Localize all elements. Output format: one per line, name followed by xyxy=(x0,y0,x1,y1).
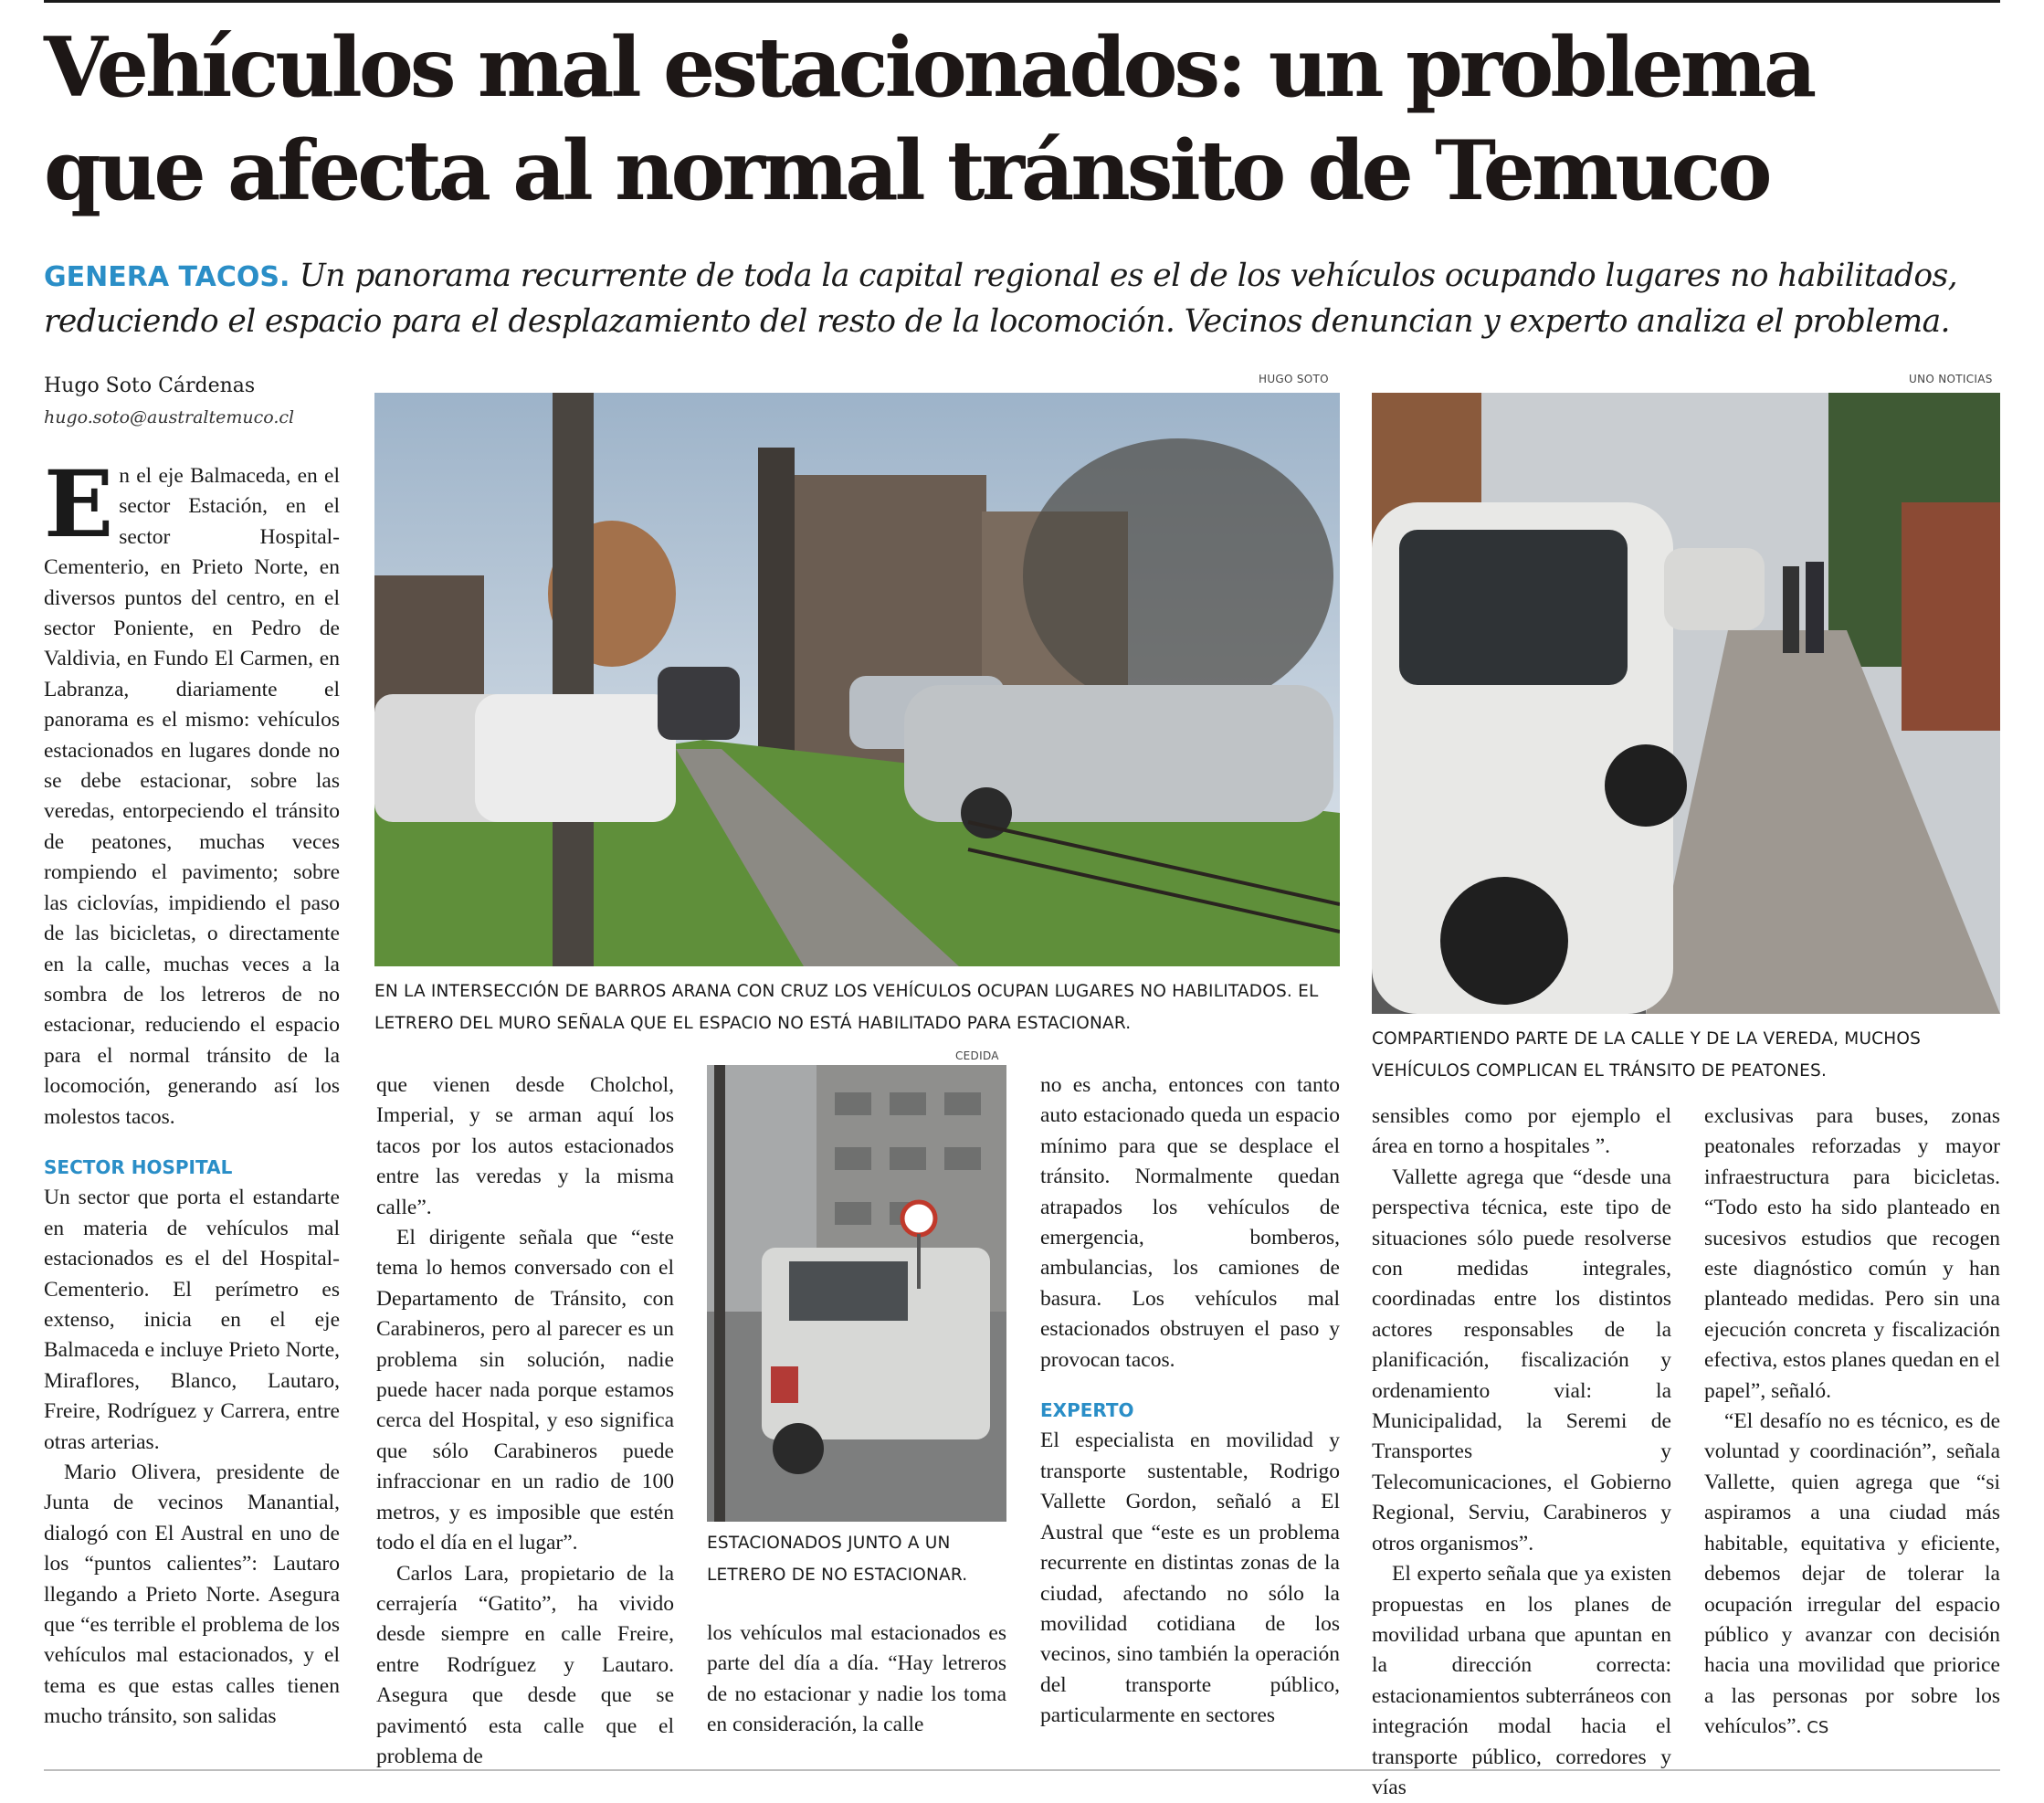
body-column-3 xyxy=(707,1618,1006,1741)
body-column-1 xyxy=(44,450,340,1733)
body-column-6 xyxy=(1704,1102,2000,1744)
top-rule xyxy=(44,0,2000,3)
col2-paragraph-2: El dirigente señala que “este tema lo hemos conversado con el Departamento de Tránsito, con Carabineros, pero al parecer es un problema sin solución, nadie puede hacer nada porque estamos cerca del Hospital, y eso significa que sólo Carabineros puede infraccionar en un radio de 100 metros, y es imposible que estén todo el día en el lugar”. xyxy=(376,1226,674,1555)
main-photo xyxy=(374,393,1340,966)
section-heading-sector-hospital: SECTOR HOSPITAL xyxy=(44,1155,233,1178)
byline-email[interactable]: hugo.soto@australtemuco.cl xyxy=(44,407,295,427)
col6-paragraph-2 xyxy=(1704,1407,2000,1743)
small-photo-illustration xyxy=(707,1065,1006,1522)
bottom-rule xyxy=(44,1769,2000,1771)
right-photo-caption: COMPARTIENDO PARTE DE LA CALLE Y DE LA VEREDA, MUCHOS VEHÍCULOS COMPLICAN EL TRÁNSITO DE PEATONES. xyxy=(1372,1029,1922,1081)
headline-line-1: Vehículos mal estacionados: un problema xyxy=(44,19,1814,116)
main-photo-credit: HUGO SOTO xyxy=(1259,373,1329,385)
subhead-text: Un panorama recurrente de toda la capital regional es el de los vehículos ocupando lugares no habilitados, reduciendo el espacio para el desplazamiento del resto de la locomoción. Vecinos denuncian y experto analiza el problema. xyxy=(44,258,1958,340)
body-column-2 xyxy=(376,1070,674,1772)
col1-paragraph-1 xyxy=(44,450,340,1133)
col5-paragraph-3: El experto señala que ya existen propuestas en los planes de movilidad urbana que apuntan en la dirección correcta: estacionamientos subterráneos con integración modal hacia el transporte público, corredores y vías xyxy=(1372,1562,1671,1799)
dropcap: E xyxy=(44,450,114,558)
main-photo-illustration xyxy=(374,393,1340,966)
body-column-5 xyxy=(1372,1102,1671,1803)
col3-paragraph-1: los vehículos mal estacionados es parte del día a día. “Hay letreros de no estacionar y nadie los toma en consideración, la calle xyxy=(707,1621,1006,1737)
small-photo xyxy=(707,1065,1006,1522)
headline-line-2: que afecta al normal tránsito de Temuco xyxy=(44,122,1769,219)
col2-paragraph-1: que vienen desde Cholchol, Imperial, y se arman aquí los tacos por los autos estacionados entre las veredas y la misma calle”. xyxy=(376,1073,674,1219)
col6-paragraph-1: exclusivas para buses, zonas peatonales reforzadas y mayor infraestructura para bicicletas. “Todo esto ha sido planteado en sucesivos estudios que recogen este diagnóstico común y han planteado medidas. Pero sin una ejecución concreta y fiscalización efectiva, estos planes quedan en el papel”, señaló. xyxy=(1704,1104,2000,1403)
right-photo-credit: UNO NOTICIAS xyxy=(1909,373,1993,385)
col4-paragraph-1: no es ancha, entonces con tanto auto estacionado queda un espacio mínimo para que se desplace el tránsito. Normalmente quedan atrapados los vehículos de emergencia, bomberos, ambulancias, los camiones de basura. Los vehículos mal estacionados obstruyen el paso y provocan tacos. xyxy=(1040,1073,1340,1372)
right-photo-illustration xyxy=(1372,393,2000,1014)
col1-paragraph-1-text: n el eje Balmaceda, en el sector Estación, en el sector Hospital-Cementerio, en Prieto Norte, en diversos puntos del centro, en el sector Poniente, en Pedro de Valdivia, en Fundo El Carmen, en Labranza, diariamente el panorama es el mismo: vehículos estacionados en lugares donde no se debe estacionar, sobre las veredas, entorpeciendo el tránsito de peatones, muchas veces rompiendo el pavimento; sobre las ciclovías, impidiendo el paso de las bicicletas, o directamente en la calle, muchas veces a la sombra de los letreros de no estacionar, reduciendo el espacio para el normal tránsito de la locomoción, generando así los molestos tacos. xyxy=(44,464,340,1129)
col6-paragraph-2-text: “El desafío no es técnico, es de voluntad y coordinación”, señala Vallette, quien agrega que “si aspiramos a una ciudad más habitable, equitativa y eficiente, debemos dejar de tolerar la ocupación irregular del espacio público y avanzar con decisión hacia una movilidad que priorice a las personas por sobre los vehículos”. xyxy=(1704,1409,2000,1739)
small-photo-caption: ESTACIONADOS JUNTO A UN LETRERO DE NO ESTACIONAR. xyxy=(707,1534,968,1585)
end-mark: CS xyxy=(1807,1718,1829,1738)
col1-paragraph-2: Un sector que porta el estandarte en materia de vehículos mal estacionados es el del Hospital-Cementerio. El perímetro es extenso, inicia en el eje Balmaceda e incluye Prieto Norte, Miraflores, Blanco, Lautaro, Freire, Rodríguez y Carrera, entre otras arterias. xyxy=(44,1186,340,1454)
section-heading-experto: EXPERTO xyxy=(1040,1399,1134,1422)
body-column-4 xyxy=(1040,1070,1340,1732)
col5-paragraph-2: Vallette agrega que “desde una perspectiva técnica, este tipo de situaciones sólo puede resolverse con medidas integrales, coordinadas entre los distintos actores responsables de la planificación, fiscalización y ordenamiento vial: la Municipalidad, la Seremi de Transportes y Telecomunicaciones, el Gobierno Regional, Serviu, Carabineros y otros organismos”. xyxy=(1372,1165,1671,1555)
headline xyxy=(44,16,2007,223)
col5-paragraph-1: sensibles como por ejemplo el área en torno a hospitales ”. xyxy=(1372,1104,1671,1159)
right-photo xyxy=(1372,393,2000,1014)
subhead xyxy=(44,254,2007,344)
col2-paragraph-3: Carlos Lara, propietario de la cerrajería “Gatito”, ha vivido desde siempre en calle Freire, entre Rodríguez y Lautaro. Asegura que desde que se pavimentó esta calle que el problema de xyxy=(376,1561,674,1768)
byline-author: Hugo Soto Cárdenas xyxy=(44,374,256,397)
small-photo-credit: CEDIDA xyxy=(955,1049,999,1062)
col4-paragraph-2: El especialista en movilidad y transporte sustentable, Rodrigo Vallette Gordon, señaló a El Austral que “este es un problema recurrente en distintas zonas de la ciudad, afectando no sólo la movilidad cotidiana de los vecinos, sino también la operación del transporte público, particularmente en sectores xyxy=(1040,1429,1340,1728)
col1-paragraph-3: Mario Olivera, presidente de Junta de vecinos Manantial, dialogó con El Austral en uno de los “puntos calientes”: Lautaro llegando a Prieto Norte. Asegura que “es terrible el problema de los vehículos mal estacionados, y el tema es que estas calles tienen mucho tránsito, son salidas xyxy=(44,1460,340,1729)
subhead-kicker: GENERA TACOS. xyxy=(44,261,290,293)
main-photo-caption: EN LA INTERSECCIÓN DE BARROS ARANA CON CRUZ LOS VEHÍCULOS OCUPAN LUGARES NO HABILITADOS. EL LETRERO DEL MURO SEÑALA QUE EL ESPACIO NO ESTÁ HABILITADO PARA ESTACIONAR. xyxy=(374,982,1319,1033)
